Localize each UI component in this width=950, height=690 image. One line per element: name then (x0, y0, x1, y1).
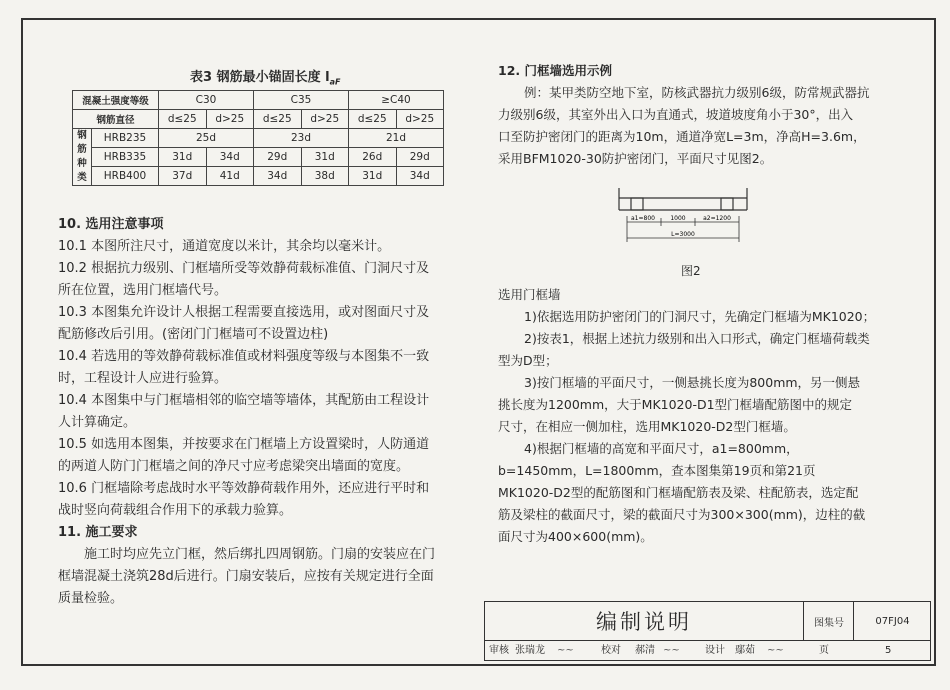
text-line: 1)依据选用防护密闭门的门洞尺寸，先确定门框墙为MK1020； (524, 309, 876, 324)
text-line: 挑长度为1200mm，大于MK1020-D1型门框墙配筋图中的规定 (498, 397, 853, 412)
signature-row (485, 640, 930, 661)
text-line: 所在位置，选用门框墙代号。 (58, 283, 228, 298)
concrete-grade-label: 混凝土强度等级 (73, 91, 159, 110)
text-line: 配筋修改后引用。(密闭门门框墙可不设置边柱) (58, 327, 329, 342)
table-cell: 34d (396, 167, 444, 186)
table-cell: 25d (159, 129, 254, 148)
table-cell: 37d (159, 167, 207, 186)
table-cell: 29d (396, 148, 444, 167)
table-cell: HRB235 (92, 129, 159, 148)
table-cell: 26d (349, 148, 397, 167)
text-line: b=1450mm，L=1800mm，查本图集第19页和第21页 (498, 463, 816, 478)
rebar-type-label (73, 129, 92, 186)
text-line: 例：某甲类防空地下室，防核武器抗力级别6级，防常规武器抗 (524, 85, 870, 100)
text-line: 的两道人防门门框墙之间的净尺寸应考虑梁突出墙面的宽度。 (58, 459, 410, 474)
text-line: 3)按门框墙的平面尺寸，一侧悬挑长度为800mm，另一侧悬 (524, 375, 861, 390)
text-line: 10.4 若选用的等效静荷载标准值或材料强度等级与本图集不一致 (58, 349, 430, 364)
text-line: 口至防护密闭门的距离为10m，通道净宽L=3m，净高H=3.6m， (498, 129, 866, 144)
checker-name: 郝清 (635, 645, 655, 656)
dim-a2: a2=1200 (703, 215, 731, 222)
text-line: 尺寸，在相应一侧加柱，选用MK1020-D2型门框墙。 (498, 419, 796, 434)
text-line: 力级别6级，其室外出入口为直通式，坡道坡度角小于30°，出入 (498, 107, 854, 122)
checker-signature: ~~ (663, 645, 680, 656)
dim-middle: 1000 (670, 215, 686, 222)
text-line: 时，工程设计人应进行验算。 (58, 371, 228, 386)
anchorage-table (72, 90, 444, 186)
reviewer-name: 张瑞龙 (515, 645, 545, 656)
design-label: 设计 (705, 645, 725, 656)
text-line: 10.6 门框墙除考虑战时水平等效静荷载作用外，还应进行平时和 (58, 481, 430, 496)
table-row (73, 148, 444, 167)
text-line: 10.3 本图集允许设计人根据工程需要直接选用，或对图面尺寸及 (58, 305, 430, 320)
atlas-no-label: 图集号 (803, 602, 854, 640)
text-line: 质量检验。 (58, 591, 124, 606)
text-line: 框墙混凝土浇筑28d后进行。门扇安装后，应按有关规定进行全面 (58, 569, 434, 584)
rebar-type-text: 钢 筋 种 类 (77, 130, 87, 183)
table-cell: d≤25 (254, 110, 302, 129)
left-column (58, 214, 435, 610)
page-label: 页 (819, 645, 829, 656)
table-cell: HRB400 (92, 167, 159, 186)
selection-section (498, 284, 875, 548)
dim-a1: a1=800 (631, 215, 655, 222)
grade-c30: C30 (159, 91, 254, 110)
grade-c40: ≥C40 (349, 91, 444, 110)
designer-signature: ~~ (767, 645, 784, 656)
text-line: 4)根据门框墙的高宽和平面尺寸，a1=800mm， (524, 441, 799, 456)
section-10-title: 10. 选用注意事项 (58, 217, 164, 232)
table-cell: 23d (254, 129, 349, 148)
section-12-title: 12. 门框墙选用示例 (498, 63, 612, 78)
section-11-title: 11. 施工要求 (58, 525, 138, 540)
table-cell: HRB335 (92, 148, 159, 167)
text-line: 2)按表1，根据上述抗力级别和出入口形式，确定门框墙荷载类 (524, 331, 870, 346)
table-cell: 34d (254, 167, 302, 186)
table-cell: 41d (206, 167, 254, 186)
text-line: 10.1 本图所注尺寸，通道宽度以米计，其余均以毫米计。 (58, 239, 391, 254)
text-line: 战时竖向荷载组合作用下的承载力验算。 (58, 503, 293, 518)
text-line: 10.5 如选用本图集，并按要求在门框墙上方设置梁时，人防通道 (58, 437, 430, 452)
table-cell: d>25 (396, 110, 444, 129)
text-line: 筋及梁柱的截面尺寸，梁的截面尺寸为300×300(mm)，边柱的截 (498, 507, 866, 522)
table-cell: 31d (301, 148, 349, 167)
text-line: MK1020-D2型的配筋图和门框墙配筋表及梁、柱配筋表，选定配 (498, 485, 859, 500)
right-column (498, 60, 869, 170)
table-cell: 31d (349, 167, 397, 186)
text-line: 型为D型； (498, 353, 558, 368)
table-cell: d>25 (206, 110, 254, 129)
table-cell: 34d (206, 148, 254, 167)
table-cell: d>25 (301, 110, 349, 129)
table-cell: 21d (349, 129, 444, 148)
text-line: 面尺寸为400×600(mm)。 (498, 529, 653, 544)
reviewer-signature: ~~ (557, 645, 574, 656)
text-line: 采用BFM1020-30防护密闭门，平面尺寸见图2。 (498, 151, 773, 166)
table-row (73, 129, 444, 148)
text-line: 人计算确定。 (58, 415, 137, 430)
table-cell: 38d (301, 167, 349, 186)
figure-2-plan (617, 180, 749, 248)
dim-L: L=3000 (671, 231, 695, 238)
title-block (484, 601, 931, 661)
sheet-title: 编制说明 (485, 602, 804, 640)
section-11-body (58, 544, 435, 610)
table-cell: 29d (254, 148, 302, 167)
figure-caption: 图2 (681, 264, 701, 278)
table-cell: d≤25 (349, 110, 397, 129)
example-body (498, 82, 869, 170)
designer-name: 鄢茹 (735, 645, 755, 656)
table-title: 表3 钢筋最小锚固长度 $l_{aF}$ (190, 70, 341, 87)
table-header-row (73, 91, 444, 110)
text-line: 10.4 本图集中与门框墙相邻的临空墙等墙体，其配筋由工程设计 (58, 393, 430, 408)
table-row (73, 167, 444, 186)
atlas-no: 07FJ04 (853, 602, 931, 640)
selection-title: 选用门框墙 (498, 287, 561, 302)
check-label: 校对 (601, 645, 621, 656)
page-number: 5 (885, 645, 892, 656)
table-cell: 31d (159, 148, 207, 167)
grade-c35: C35 (254, 91, 349, 110)
text-line: 10.2 根据抗力级别、门框墙所受等效静荷载标准值、门洞尺寸及 (58, 261, 430, 276)
text-line: 施工时均应先立门框，然后绑扎四周钢筋。门扇的安装应在门 (84, 547, 436, 562)
table-header-row (73, 110, 444, 129)
selection-body (498, 306, 875, 548)
diameter-label: 钢筋直径 (73, 110, 159, 129)
review-label: 审核 (489, 645, 509, 656)
section-10-body (58, 236, 435, 522)
table-cell: d≤25 (159, 110, 207, 129)
